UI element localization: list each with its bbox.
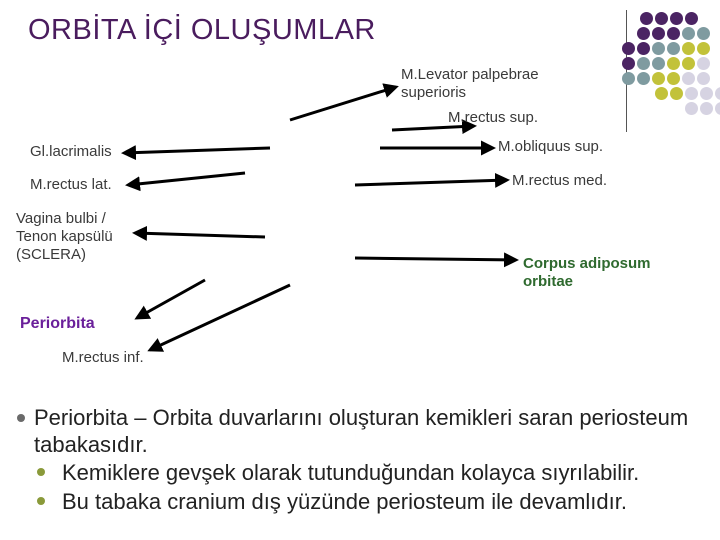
bullet-main-dash: – <box>128 405 153 430</box>
arrow-vagina-bulbi <box>135 233 265 237</box>
label-periorbita: Periorbita <box>20 315 95 332</box>
arrow-periorbita <box>137 280 205 318</box>
arrow-rectus-inf <box>150 285 290 350</box>
arrow-gl-lacrimalis <box>124 148 270 153</box>
label-rectus-inf: M.rectus inf. <box>62 349 144 366</box>
arrow-rectus-med <box>355 180 507 185</box>
label-gl-lacrimalis: Gl.lacrimalis <box>30 143 112 160</box>
bullet-main-text: Orbita duvarlarını oluşturan kemikleri saran periosteum tabakasıdır. <box>34 405 689 457</box>
arrow-levator <box>290 87 396 120</box>
label-rectus-lat: M.rectus lat. <box>30 176 112 193</box>
bullet-sub-text: Bu tabaka cranium dış yüzünde periosteum ile devamlıdır. <box>62 489 627 514</box>
arrow-rectus-lat <box>128 173 245 185</box>
label-rectus-sup: M.rectus sup. <box>448 109 539 126</box>
label-levator-palpebrae: M.Levator palpebrae superioris <box>401 66 539 101</box>
bullet-dot-icon <box>37 497 45 505</box>
label-obliquus-sup: M.obliquus sup. <box>498 138 604 155</box>
bullet-dot-icon <box>17 414 25 422</box>
label-rectus-med: M.rectus med. <box>512 172 608 189</box>
bullet-sub-2 <box>18 487 708 516</box>
bullet-sub-text: Kemiklere gevşek olarak tutunduğundan kolayca sıyrılabilir. <box>62 460 640 485</box>
arrow-corpus-adiposum <box>355 258 516 260</box>
bullet-main <box>18 404 708 458</box>
label-vagina-bulbi: Vagina bulbi / Tenon kapsülü (SCLERA) <box>16 210 113 263</box>
bullet-main-term: Periorbita <box>34 405 129 430</box>
slide-title: ORBİTA İÇİ OLUŞUMLAR <box>28 14 376 46</box>
bullet-list <box>18 404 708 516</box>
bullet-dot-icon <box>37 468 45 476</box>
bullet-sub-1 <box>18 458 708 487</box>
label-corpus-adiposum: Corpus adiposum orbitae <box>523 255 651 290</box>
